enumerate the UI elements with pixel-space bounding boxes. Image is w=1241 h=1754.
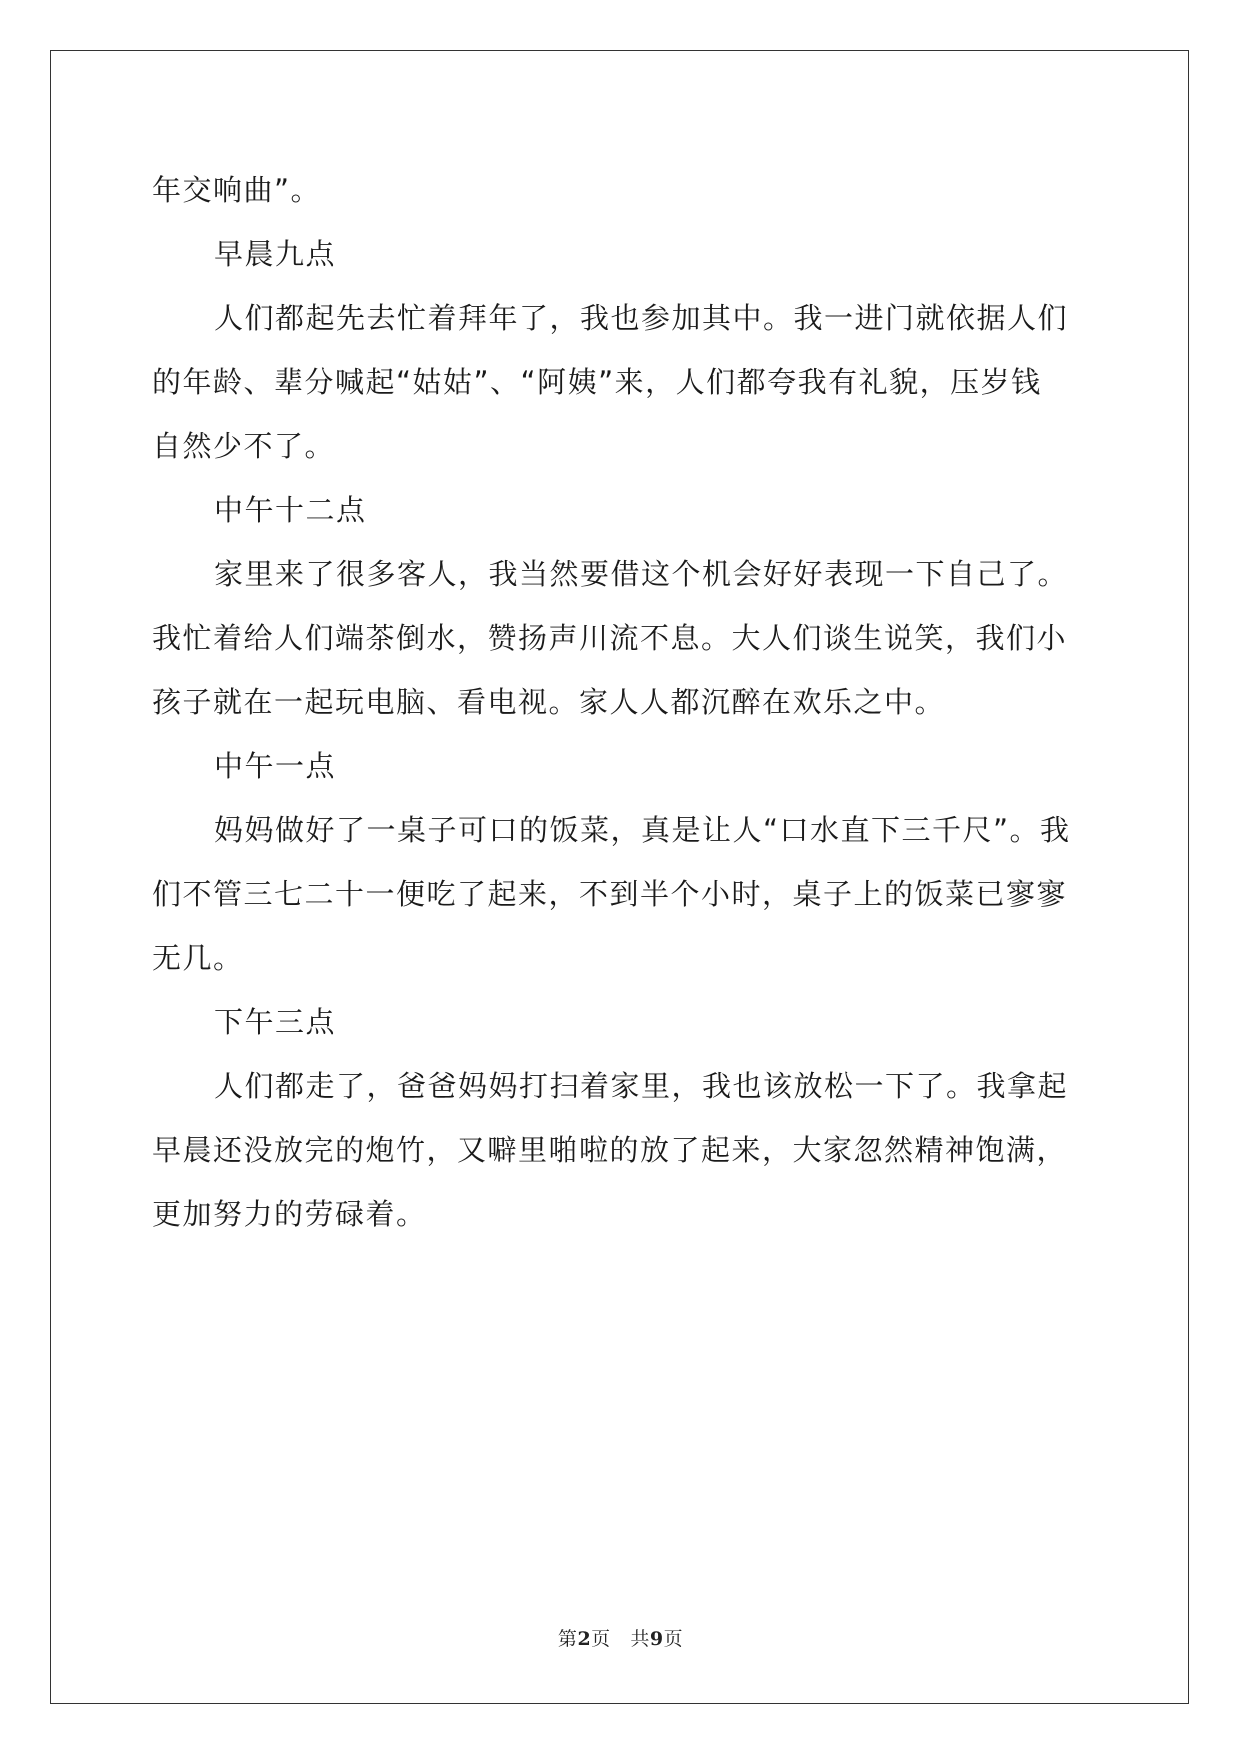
text-line: 年交响曲”。 <box>152 173 322 207</box>
section-heading-noon: 中午十二点 <box>214 493 367 527</box>
total-pages-number: 9 <box>649 1628 664 1650</box>
document-body <box>152 158 1092 1246</box>
section-heading-one-pm: 中午一点 <box>214 749 337 783</box>
total-prefix: 共 <box>630 1628 650 1650</box>
page-prefix: 第 <box>557 1628 578 1650</box>
text-line: 孩子就在一起玩电脑、看电视。家人人都沉醉在欢乐之中。 <box>152 685 946 719</box>
text-line: 我忙着给人们端茶倒水，赞扬声川流不息。大人们谈生说笑，我们小 <box>152 621 1068 655</box>
text-line: 自然少不了。 <box>152 429 336 463</box>
text-line: 无几。 <box>152 941 244 975</box>
section-heading-morning: 早晨九点 <box>214 237 337 271</box>
current-page-number: 2 <box>577 1628 592 1650</box>
text-line: 早晨还没放完的炮竹，又噼里啪啦的放了起来，大家忽然精神饱满， <box>152 1133 1068 1167</box>
page-suffix: 页 <box>591 1628 611 1650</box>
text-line: 家里来了很多客人，我当然要借这个机会好好表现一下自己了。 <box>214 557 1069 591</box>
text-line: 妈妈做好了一桌子可口的饭菜，真是让人“口水直下三千尺”。我 <box>214 813 1071 847</box>
total-suffix: 页 <box>663 1628 684 1650</box>
text-line: 们不管三七二十一便吃了起来，不到半个小时，桌子上的饭菜已寥寥 <box>152 877 1068 911</box>
text-line: 的年龄、辈分喊起“姑姑”、“阿姨”来，人们都夸我有礼貌，压岁钱 <box>152 365 1042 399</box>
text-line: 人们都起先去忙着拜年了，我也参加其中。我一进门就依据人们 <box>214 301 1069 335</box>
text-line: 更加努力的劳碌着。 <box>152 1197 427 1231</box>
text-line: 人们都走了，爸爸妈妈打扫着家里，我也该放松一下了。我拿起 <box>214 1069 1069 1103</box>
page-footer <box>0 1624 1241 1651</box>
section-heading-three-pm: 下午三点 <box>214 1005 337 1039</box>
